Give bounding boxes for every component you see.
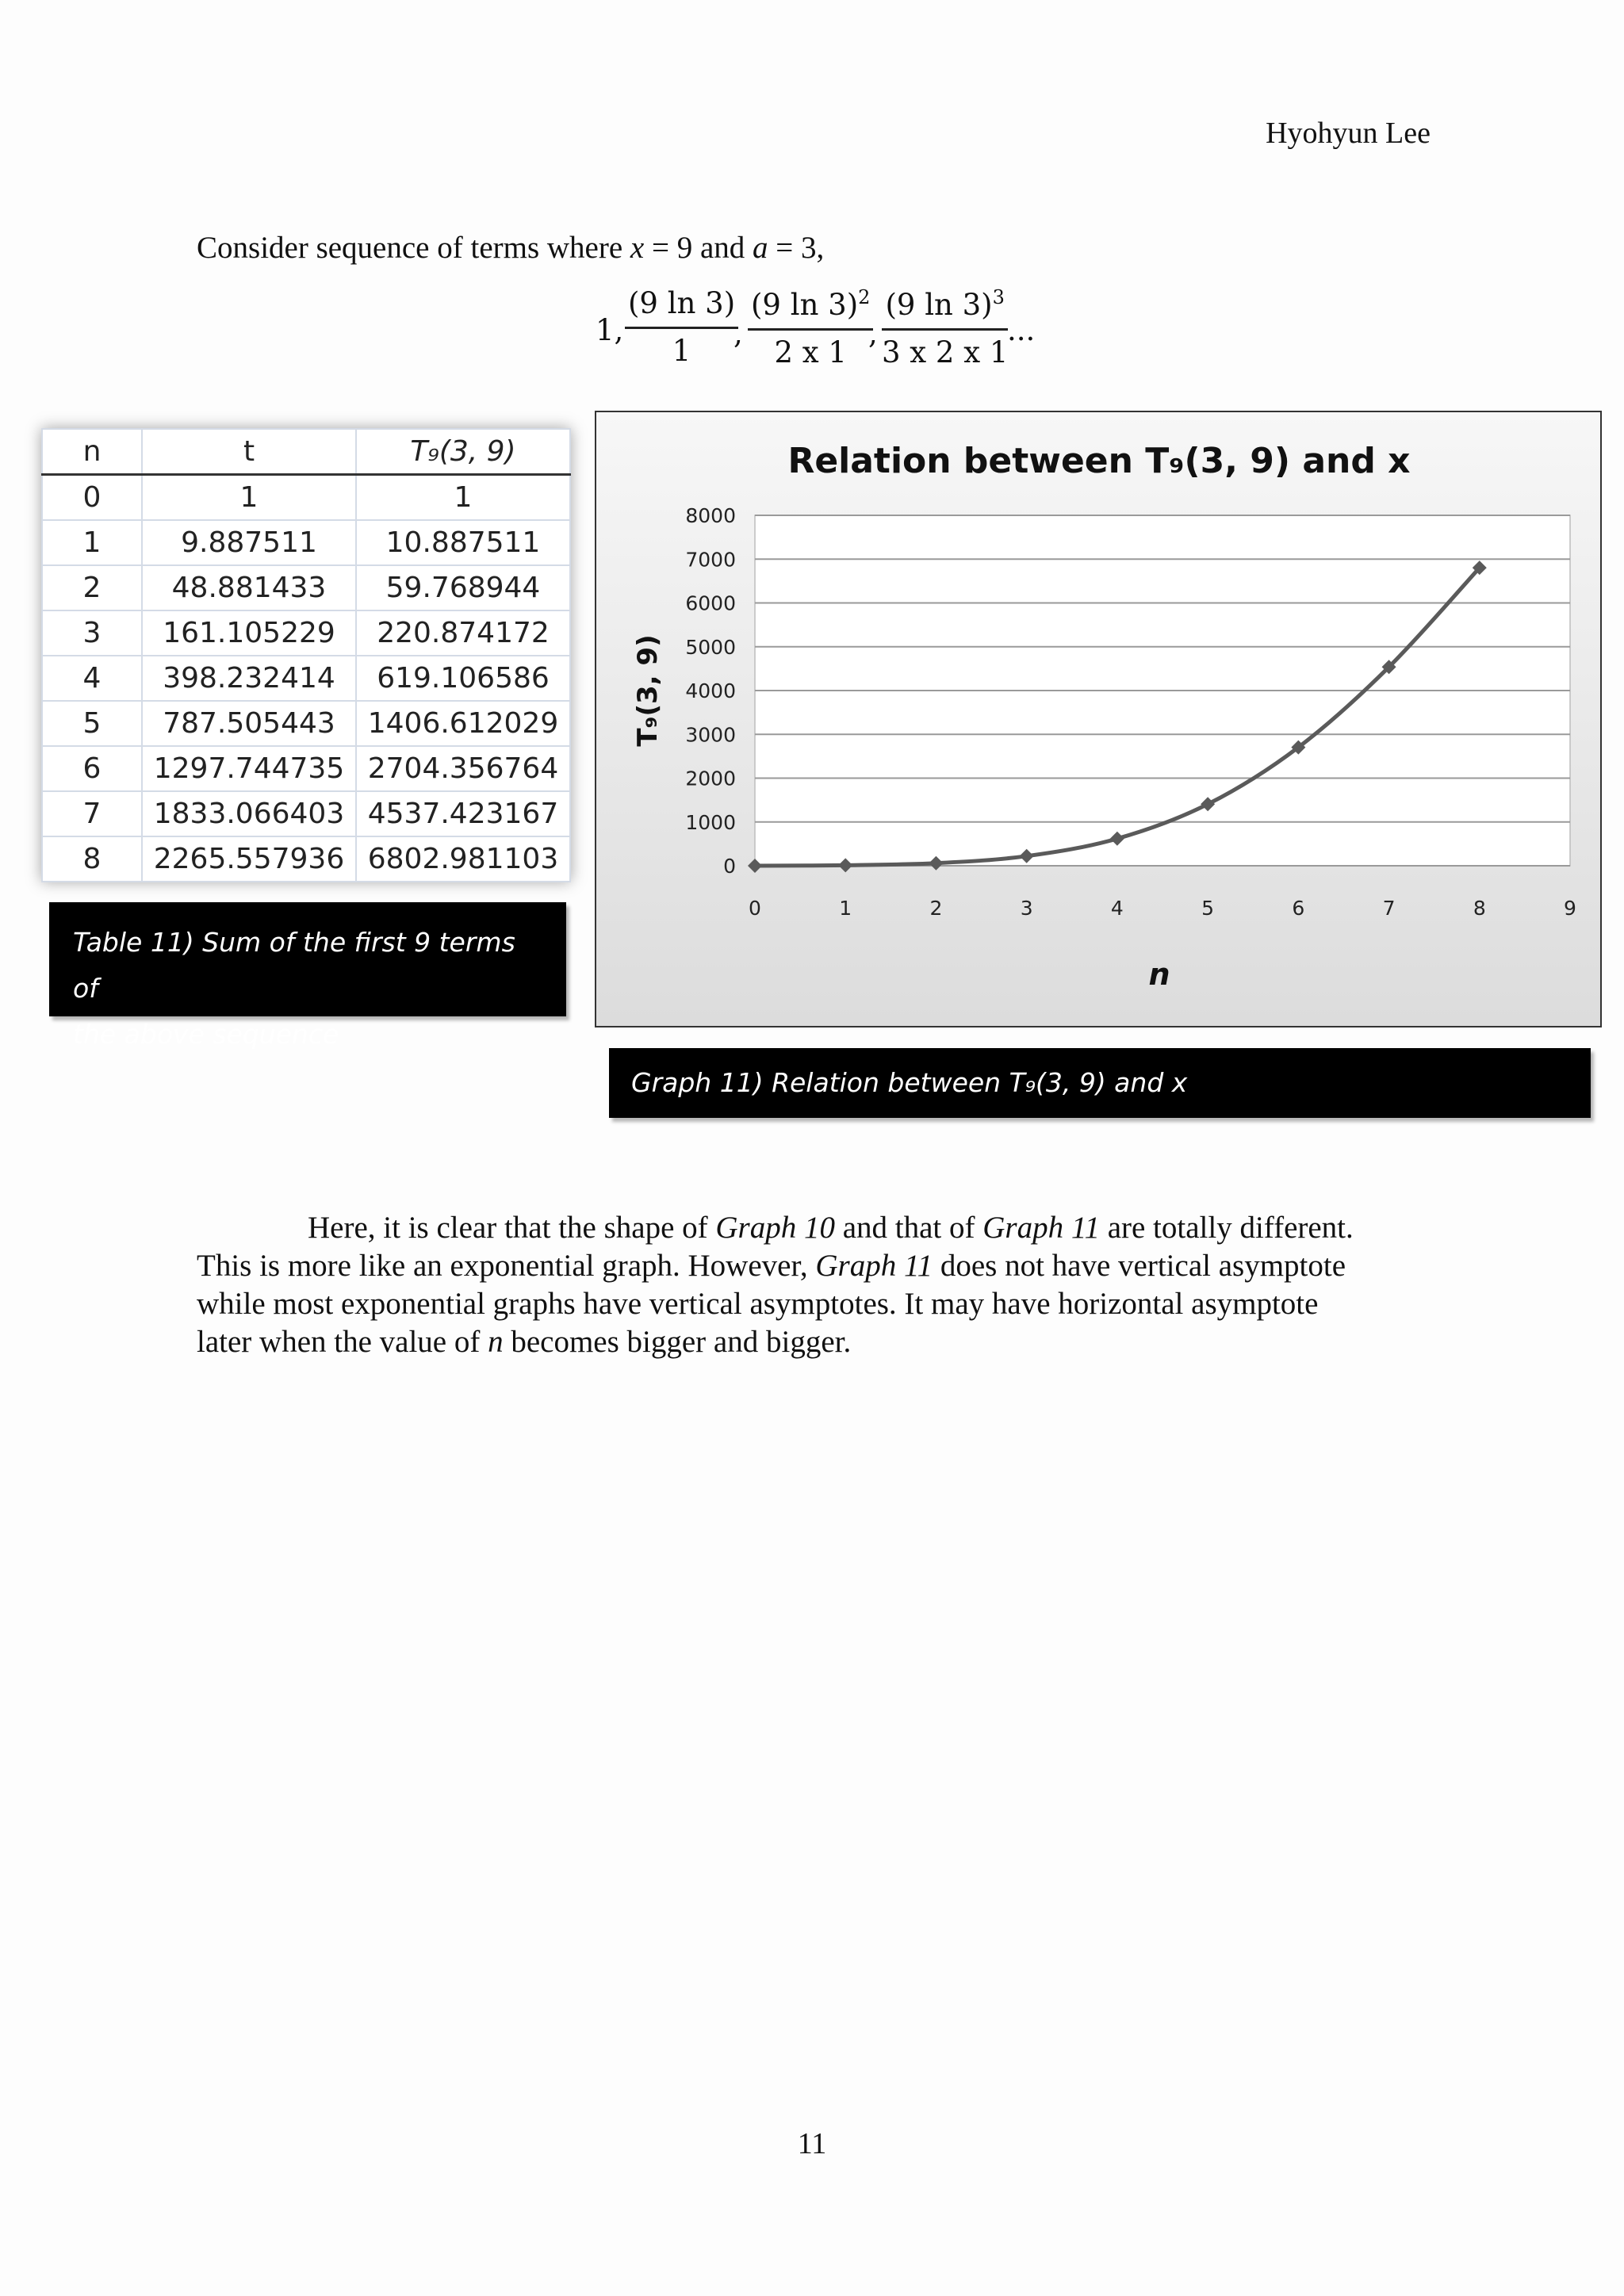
intro-text-3: = 3, <box>768 231 825 265</box>
graph-reference: Graph 11 <box>982 1211 1100 1245</box>
formula-comma-1: , <box>733 316 743 350</box>
table-row <box>42 656 570 701</box>
graph-reference: Graph 10 <box>715 1211 835 1245</box>
denominator-2: 2 x 1 <box>774 335 847 369</box>
cell-n: 4 <box>42 656 142 701</box>
table-body <box>42 475 570 882</box>
cell-sum: 619.106586 <box>356 656 570 701</box>
table-row <box>42 791 570 836</box>
text-run: does not have vertical asymptote <box>933 1249 1346 1283</box>
text-run: Here, it is clear that the shape of <box>308 1211 716 1245</box>
numerator-3: (9 ln 3) <box>885 288 993 322</box>
denominator-1: 1 <box>672 334 691 368</box>
cell-sum: 4537.423167 <box>356 791 570 836</box>
table-caption-line-2: the above sequence <box>73 1019 339 1050</box>
x-tick-label: 3 <box>1020 897 1033 920</box>
fraction-term-1 <box>625 281 738 368</box>
cell-t: 161.105229 <box>142 610 356 656</box>
y-tick-label: 2000 <box>685 767 736 790</box>
paragraph-line-3: while most exponential graphs have vertical asymptotes. It may have horizontal asymptote <box>197 1287 1319 1321</box>
exponent-2: 2 <box>858 286 871 308</box>
cell-n: 1 <box>42 520 142 565</box>
table-caption <box>49 902 566 1050</box>
data-table-container <box>41 428 571 882</box>
x-tick-label: 1 <box>839 897 852 920</box>
cell-sum: 10.887511 <box>356 520 570 565</box>
formula-lead: 1, <box>596 313 624 347</box>
intro-text-2: = 9 and <box>644 231 753 265</box>
x-tick-label: 5 <box>1201 897 1215 920</box>
cell-n: 7 <box>42 791 142 836</box>
variable-n: n <box>488 1325 504 1359</box>
cell-t: 9.887511 <box>142 520 356 565</box>
cell-sum: 59.768944 <box>356 565 570 610</box>
fraction-term-2 <box>748 281 873 369</box>
cell-t: 1297.744735 <box>142 746 356 791</box>
table-row <box>42 565 570 610</box>
column-header-n: n <box>42 429 142 475</box>
table-header-row <box>42 429 570 475</box>
intro-text-1: Consider sequence of terms where <box>197 231 630 265</box>
x-tick-label: 9 <box>1564 897 1576 920</box>
numerator-1: (9 ln 3) <box>628 286 736 320</box>
y-tick-label: 1000 <box>685 810 736 834</box>
x-tick-label: 6 <box>1292 897 1305 920</box>
table-row <box>42 475 570 521</box>
cell-n: 2 <box>42 565 142 610</box>
cell-n: 5 <box>42 701 142 746</box>
y-tick-label: 5000 <box>685 635 736 659</box>
cell-t: 2265.557936 <box>142 836 356 882</box>
x-axis-label: n <box>1148 957 1170 992</box>
cell-n: 6 <box>42 746 142 791</box>
x-tick-label: 0 <box>749 897 761 920</box>
x-tick-label: 7 <box>1382 897 1396 920</box>
graph-caption: Graph 11) Relation between T₉(3, 9) and x <box>609 1048 1591 1118</box>
table-row <box>42 701 570 746</box>
table-row <box>42 610 570 656</box>
formula-comma-2: , <box>868 316 878 350</box>
sequence-formula <box>587 281 1063 377</box>
table-caption-line-1: Table 11) Sum of the first 9 terms of <box>73 927 515 1004</box>
cell-sum: 2704.356764 <box>356 746 570 791</box>
chart-title: Relation between T₉(3, 9) and x <box>787 441 1411 481</box>
x-tick-label: 2 <box>929 897 943 920</box>
paragraph-line-1 <box>197 1209 1418 1247</box>
cell-n: 8 <box>42 836 142 882</box>
text-run: and that of <box>834 1211 983 1245</box>
y-tick-label: 8000 <box>685 504 736 527</box>
line-chart <box>596 412 1600 1026</box>
cell-t: 398.232414 <box>142 656 356 701</box>
fraction-term-3 <box>882 281 1008 369</box>
column-header-sum: T₉(3, 9) <box>356 429 570 475</box>
y-tick-label: 4000 <box>685 679 736 702</box>
y-tick-label: 0 <box>723 855 736 878</box>
x-tick-label: 8 <box>1473 897 1486 920</box>
exponent-3: 3 <box>992 286 1005 308</box>
table-row <box>42 520 570 565</box>
chart-frame <box>595 411 1602 1027</box>
text-run: are totally different. <box>1099 1211 1354 1245</box>
text-run: becomes bigger and bigger. <box>503 1325 852 1359</box>
cell-t: 48.881433 <box>142 565 356 610</box>
cell-n: 3 <box>42 610 142 656</box>
paragraph-line-2 <box>197 1247 1418 1285</box>
variable-x: x <box>630 231 645 265</box>
y-tick-label: 3000 <box>685 723 736 747</box>
cell-sum: 1406.612029 <box>356 701 570 746</box>
variable-a: a <box>753 231 768 265</box>
column-header-t: t <box>142 429 356 475</box>
cell-t: 1833.066403 <box>142 791 356 836</box>
text-run: This is more like an exponential graph. However, <box>197 1249 816 1283</box>
author-name: Hyohyun Lee <box>1266 117 1431 150</box>
graph-reference: Graph 11 <box>815 1249 933 1283</box>
cell-sum: 220.874172 <box>356 610 570 656</box>
cell-t: 787.505443 <box>142 701 356 746</box>
table-row <box>42 746 570 791</box>
cell-sum: 1 <box>356 475 570 521</box>
table-row <box>42 836 570 882</box>
y-axis-label: T₉(3, 9) <box>632 634 664 747</box>
cell-sum: 6802.981103 <box>356 836 570 882</box>
cell-n: 0 <box>42 475 142 521</box>
text-run: later when the value of <box>197 1325 488 1359</box>
y-tick-label: 6000 <box>685 591 736 615</box>
intro-sentence <box>197 230 824 266</box>
numerator-2: (9 ln 3) <box>751 288 859 322</box>
cell-t: 1 <box>142 475 356 521</box>
sequence-sum-table <box>41 428 571 882</box>
y-tick-label: 7000 <box>685 548 736 572</box>
page-number: 11 <box>797 2127 827 2160</box>
x-tick-label: 4 <box>1110 897 1124 920</box>
denominator-3: 3 x 2 x 1 <box>882 335 1009 369</box>
formula-ellipsis: ... <box>1007 313 1036 347</box>
paragraph-line-4 <box>197 1323 1418 1361</box>
discussion-paragraph <box>197 1209 1418 1361</box>
